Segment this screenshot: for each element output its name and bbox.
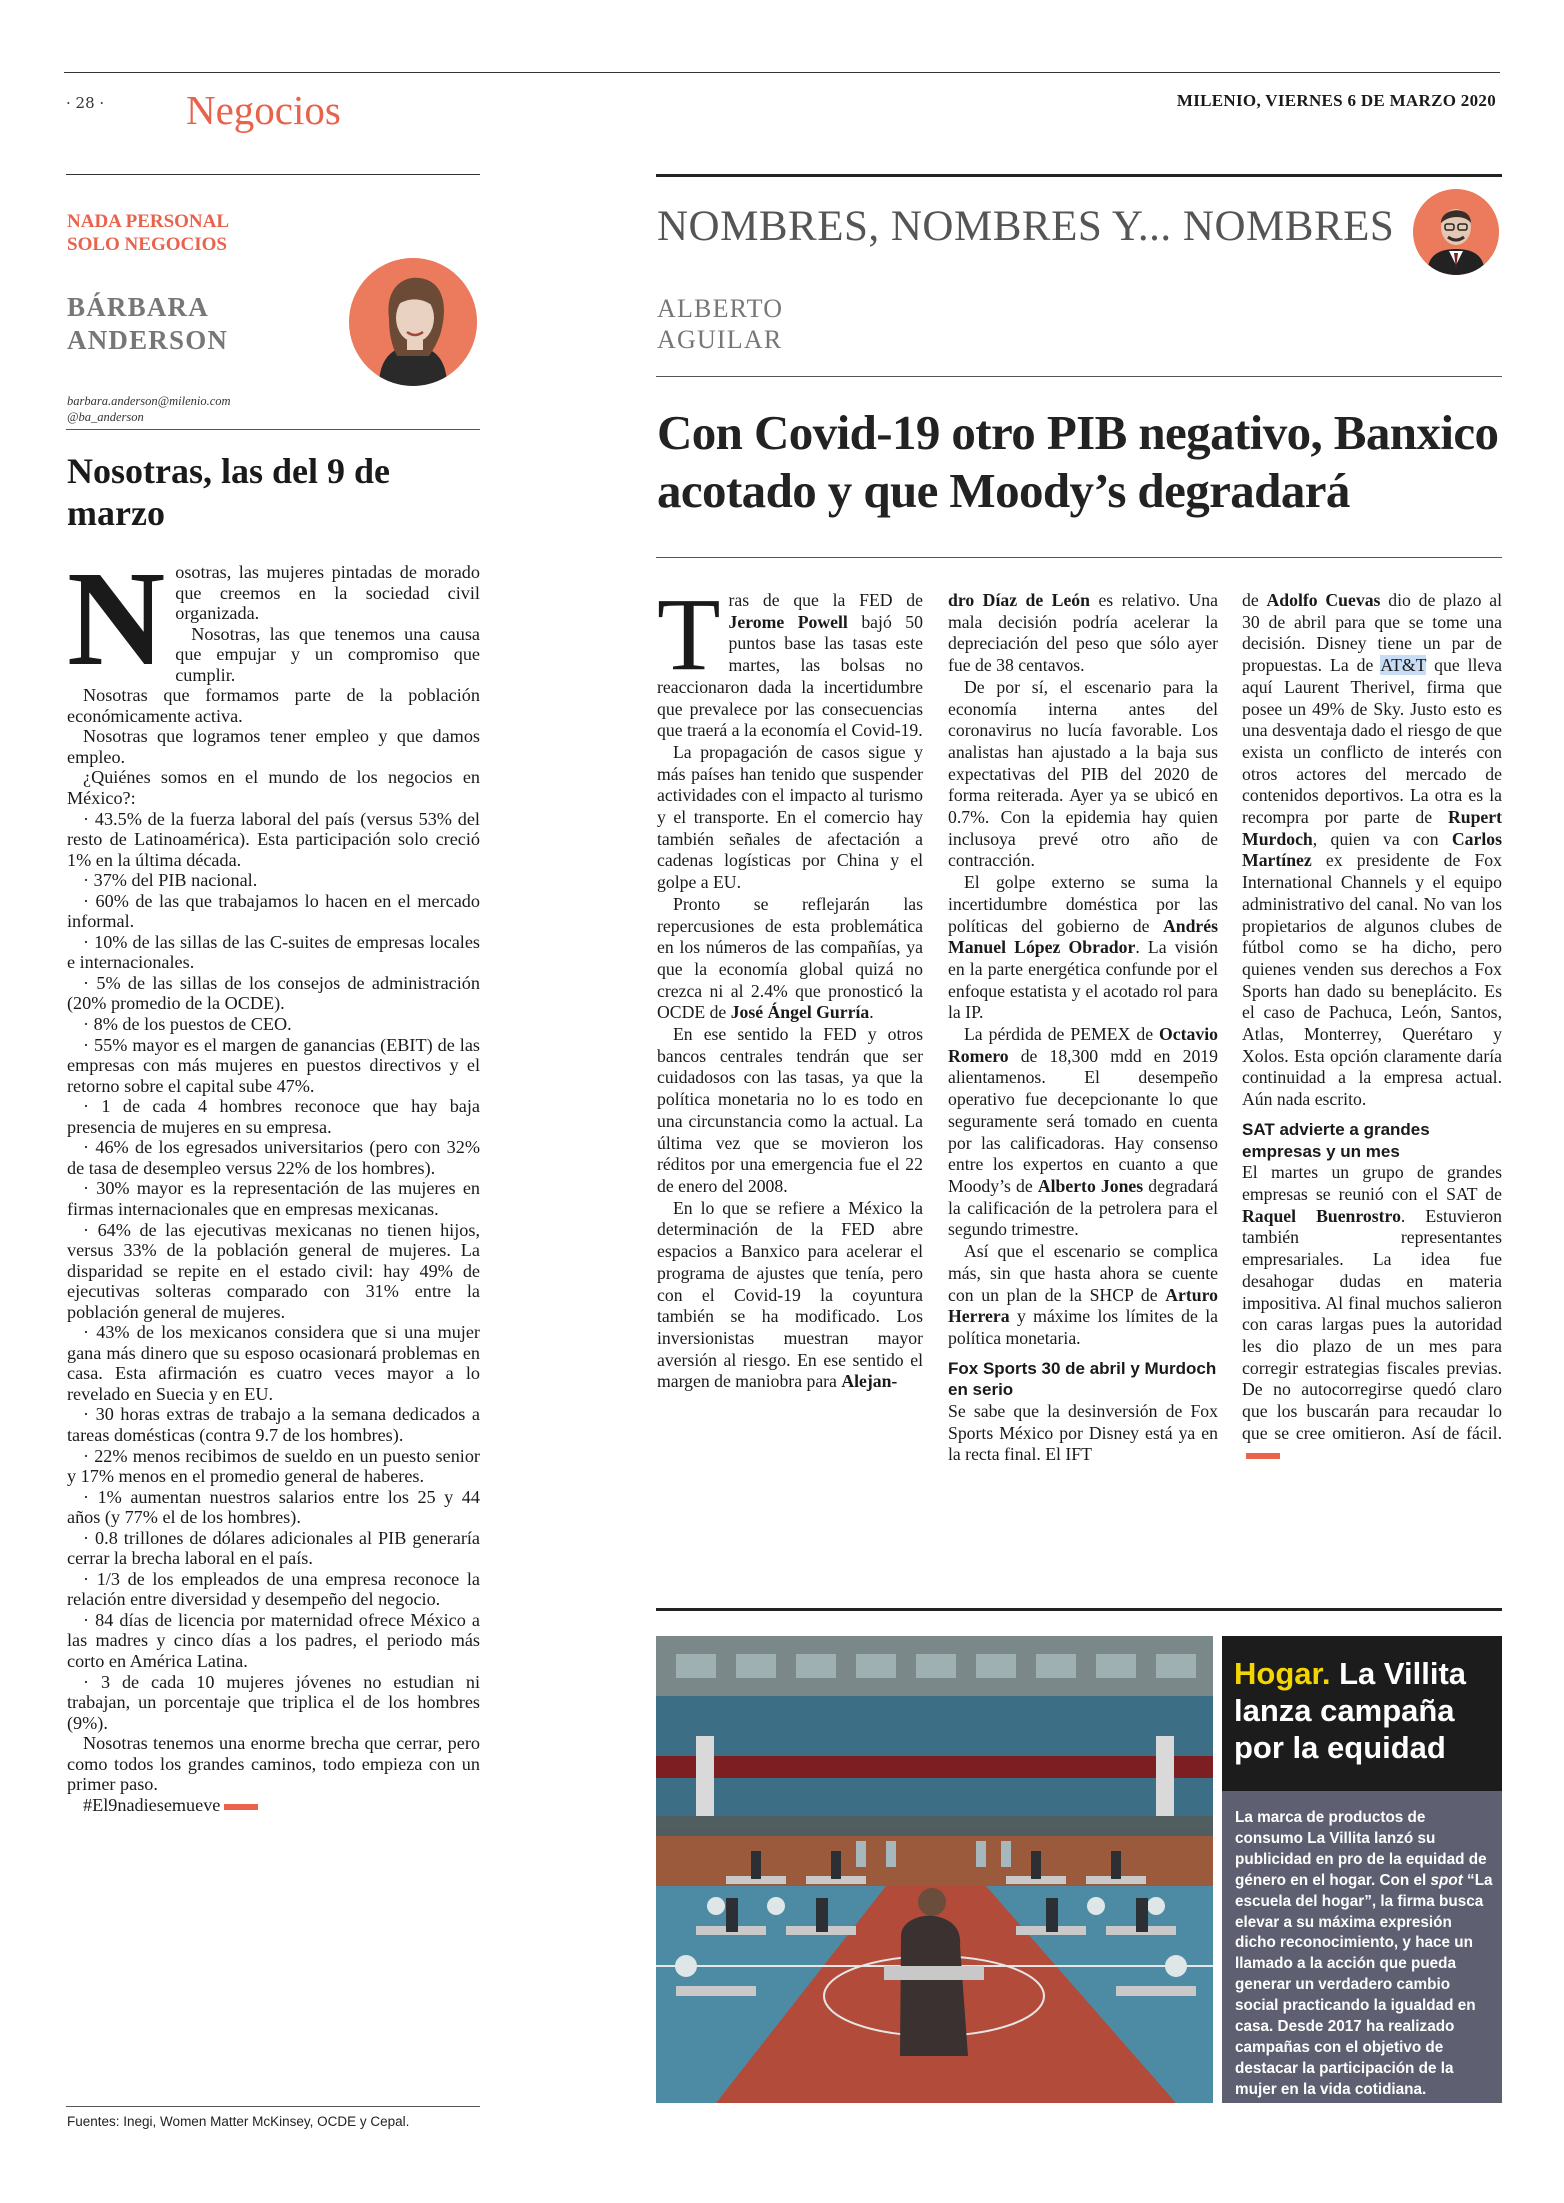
left-column-headline: Nosotras, las del 9 de marzo (67, 451, 390, 533)
body-paragraph: La propagación de casos sigue y más países han tenido que suspender actividades con el impacto al turismo y el transporte. En el comercio hay también señales de afectación a cadenas logísticas por China y el golpe a EU. (657, 741, 923, 893)
person-name: Alejan- (841, 1371, 898, 1392)
article-column-2 (948, 590, 1218, 1466)
section-title: Negocios (186, 87, 341, 133)
person-name: Raquel Buenrostro (1242, 1205, 1401, 1226)
stat-item: · 1% aumentan nuestros salarios entre los 25 y 44 años (y 77% el de los hombres). (67, 1486, 480, 1528)
body-paragraph: Pronto se reflejarán las repercusiones de esta problemática en los números de las compañías, ya que la economía global quizá no crezca ni al 2.4% que pronosticó la OCDE de José Ángel Gurría. (657, 893, 923, 1023)
top-rule (64, 72, 1500, 73)
body-paragraph: Nosotras que formamos parte de la población económicamente activa. (67, 685, 480, 726)
person-name: Andrés Manuel López Obrador (948, 915, 1218, 958)
person-name: Jerome Powell (728, 611, 848, 632)
portrait-illustration-icon (1413, 189, 1499, 275)
stat-item: · 30 horas extras de trabajo a la semana dedicados a tareas domésticas (contra 9.7 de los hombres). (67, 1404, 480, 1445)
stat-item: · 55% mayor es el margen de ganancias (EBIT) de las empresas con más mujeres en puestos directivos y el retorno sobre el capital sube 47%. (67, 1034, 480, 1096)
dropcap: N (67, 544, 166, 694)
author-contacts (67, 393, 231, 425)
body-paragraph: Nosotras tenemos una enorme brecha que cerrar, pero como todos los grandes caminos, todo empieza con un primer paso. (67, 1733, 480, 1795)
end-mark-icon (1246, 1453, 1280, 1459)
photo-credit: ESPECIAL (1235, 2102, 1300, 2118)
right-block-rule (656, 174, 1502, 177)
person-name: Adolfo Cuevas (1266, 590, 1381, 610)
stat-item: · 10% de las sillas de las C-suites de empresas locales e internacionales. (67, 931, 480, 973)
right-author-name (657, 293, 783, 355)
sources-divider (66, 2106, 480, 2107)
body-paragraph: De por sí, el escenario para la economía interna antes del coronavirus no lucía favorable. Los analistas han ajustado a la baja sus expectativas del PIB del 2020 de forma reiterada. Ayer ya se ubicó en 0.7%. Con la epidemia hay quien inclusoya prevé otro año de contracción. (948, 676, 1218, 871)
campaign-photo (656, 1636, 1213, 2103)
kicker-line-2: SOLO NEGOCIOS (67, 234, 227, 255)
photo-section-rule (656, 1608, 1502, 1611)
author-last-name: ANDERSON (67, 325, 229, 355)
person-name: dro Díaz de León (948, 590, 1090, 610)
stat-item: · 3 de cada 10 mujeres jóvenes no estudian ni trabajan, un porcentaje que triplica el de los hombres (9%). (67, 1671, 480, 1733)
left-column-rule (66, 174, 480, 175)
author-first-name: BÁRBARA (67, 292, 209, 322)
stat-item: · 43.5% de la fuerza laboral del país (versus 53% del resto de Latinoamérica). Esta participación solo creció 1% en la última década. (67, 808, 480, 870)
author-portrait-alberto (1413, 189, 1499, 275)
person-name: Octavio Romero (948, 1024, 1218, 1066)
sidebar-title: La Villita lanza campaña por la equidad (1234, 1656, 1467, 1765)
stat-item: · 1 de cada 4 hombres reconoce que hay baja presencia de mujeres en su empresa. (67, 1096, 480, 1137)
stat-item: · 64% de las ejecutivas mexicanas no tienen hijos, versus 33% de la población general de mujeres. La disparidad se repite en el estado civil: hay 49% de ejecutivas solteras comparado con 31% entre la población general de mujeres. (67, 1219, 480, 1322)
column-title: NOMBRES, NOMBRES Y... NOMBRES (657, 203, 1395, 250)
hashtag-line (67, 1795, 480, 1816)
left-author-name (67, 291, 228, 357)
author-last-name: AGUILAR (657, 325, 783, 354)
body-paragraph: La pérdida de PEMEX de Octavio Romero de 18,300 mdd en 2019 alientamenos. El desempeño operativo fue decepcionante lo que seguramente será tomado en cuenta por las calificadoras. Hay consenso entre los expertos en cuanto a que Moody’s de Alberto Jones degradará la calificación de la petrolera para el segundo trimestre. (948, 1024, 1219, 1240)
body-paragraph: Se sabe que la desinversión de Fox Sports México por Disney está ya en la recta final. El IFT (948, 1401, 1218, 1465)
sources-note: Fuentes: Inegi, Women Matter McKinsey, OCDE y Cepal. (67, 2114, 410, 2129)
stat-item: · 30% mayor es la representación de las mujeres en firmas internacionales que en empresas mexicanas. (67, 1178, 480, 1219)
end-mark-icon (224, 1804, 258, 1810)
body-paragraph: de Adolfo Cuevas dio de plazo al 30 de abril para que se tome una decisión. Disney tiene un par de propuestas. La de AT&T que lleva aquí Laurent Therivel, firma que posee un 49% de Sky. Justo esto es una desventaja dado el riesgo de que exista un conflicto de interés con otros actores del mercado de contenidos deportivos. La otra es la recompra por parte de Rupert Murdoch, quien va con Carlos Martínez ex presidente de Fox International Channels y el equipo administrativo del canal. No van los propietarios de algunos clubes de fútbol como se ha dicho, pero quienes venden sus derechos a Fox Sports han dado su beneplácito. Es el caso de Pachuca, León, Santos, Atlas, Monterrey, Querétaro y Xolos. Esta opción claramente daría continuidad a la empresa actual. Aún nada escrito. (1242, 590, 1502, 1110)
body-paragraph: El golpe externo se suma la incertidumbre doméstica por las políticas del gobierno de Andrés Manuel López Obrador. La visión en la parte energética confunde por el enfoque estatista y el acotado rol para la IP. (948, 872, 1218, 1023)
stat-item: · 22% menos recibimos de sueldo en un puesto senior y 17% menos en el promedio general de haberes. (67, 1445, 480, 1487)
body-paragraph: Nosotras, las que tenemos una causa que empujar y un compromiso que cumplir. (175, 623, 480, 685)
stat-item: · 43% de los mexicanos considera que si una mujer gana más dinero que su esposo ocasionará problemas en casa. Esta afirmación es cuatro veces mayor a lo revelado en Suecia y en EU. (67, 1322, 480, 1404)
person-name: Rupert Murdoch (1242, 807, 1502, 849)
person-name: José Ángel Gurría (730, 1002, 870, 1023)
subhead: SAT advierte a grandes empresas y un mes (1242, 1119, 1430, 1161)
body-paragraph: En ese sentido la FED y otros bancos centrales tendrán que ser cuidadosos con las tasas, ya que la política monetaria no lo es todo en una circunstancia como la actual. La última vez que se movieron los réditos por una emergencia fue el 22 de enero del 2008. (657, 1024, 923, 1196)
sidebar-keyword: Hogar. (1234, 1656, 1331, 1691)
author-email[interactable]: barbara.anderson@milenio.com (67, 394, 231, 408)
stat-item: · 46% de los egresados universitarios (pero con 32% de tasa de desempleo versus 22% de los hombres). (67, 1137, 480, 1178)
headline-divider (656, 557, 1502, 558)
stat-item: · 84 días de licencia por maternidad ofrece México a las madres y cinco días a los padres, el periodo más corto en América Latina. (67, 1609, 480, 1671)
author-portrait-barbara (349, 258, 477, 386)
body-paragraph: Nosotras que logramos tener empleo y que damos empleo. (67, 726, 480, 767)
article-column-3 (1242, 590, 1502, 1466)
hashtag[interactable]: #El9nadiesemueve (83, 1794, 221, 1815)
portrait-illustration-icon (349, 258, 477, 386)
right-block-divider (656, 376, 1502, 377)
stat-item: · 37% del PIB nacional. (83, 870, 258, 891)
kicker-line-1: NADA PERSONAL (67, 211, 230, 232)
body-paragraph: En lo que se refiere a México la determinación de la FED abre espacios a Banxico para acelerar el programa de ajustes que tenía, pero con el Covid-19 la coyuntura también se ha modificado. Los inversionistas muestran mayor aversión al riesgo. En ese sentido el margen de maniobra para Alejan- (657, 1197, 923, 1392)
stat-item: · 8% de los puestos de CEO. (83, 1014, 292, 1035)
person-name: Carlos Martínez (1242, 828, 1502, 871)
author-first-name: ALBERTO (657, 294, 784, 323)
body-paragraph: El martes un grupo de grandes empresas se reunió con el SAT de Raquel Buenrostro. Estuvieron también representantes empresariales. La idea fue desahogar dudas en materia impositiva. Al final muchos salieron con caras largas pues la autoridad les dio plazo de un mes para corregir estrategias fiscales previas. De no autocorregirse quedó claro que los buscarán para recaudar lo que se cree omitieron. Así de fácil. (1242, 1162, 1502, 1466)
gym-classroom-photo-icon (656, 1636, 1213, 2103)
person-name: Arturo Herrera (948, 1284, 1218, 1327)
main-headline: Con Covid-19 otro PIB negativo, Banxico acotado y que Moody’s degradará (657, 405, 1499, 518)
column-kicker (67, 210, 229, 256)
stat-item: · 0.8 trillones de dólares adicionales al PIB generaría cerrar la brecha laboral en el país. (67, 1527, 480, 1569)
body-paragraph: ¿Quiénes somos en el mundo de los negocios en México?: (67, 767, 480, 809)
body-paragraph: Tras de que la FED de Jerome Powell bajó 50 puntos base las tasas este martes, las bolsas no reaccionaron dada la incertidumbre que prevalece por las consecuencias que traerá a la economía el Covid-19. (657, 577, 923, 741)
body-paragraph: dro Díaz de León es relativo. Una mala decisión podría acelerar la depreciación del peso que sólo ayer fue de 38 centavos. (948, 590, 1218, 676)
highlighted-text[interactable]: AT&T (1380, 655, 1427, 676)
stat-item: · 5% de las sillas de los consejos de administración (20% promedio de la OCDE). (67, 972, 480, 1014)
article-column-1 (657, 577, 923, 1393)
author-handle[interactable]: @ba_anderson (67, 410, 144, 424)
left-column-divider (66, 429, 480, 430)
subhead: Fox Sports 30 de abril y Murdoch en serio (948, 1358, 1217, 1400)
sidebar-headline (1234, 1655, 1496, 1766)
stat-item: · 60% de las que trabajamos lo hacen en el mercado informal. (67, 890, 480, 932)
stat-item: · 1/3 de los empleados de una empresa reconoce la relación entre diversidad y desempeño del negocio. (67, 1568, 480, 1610)
person-name: Alberto Jones (1037, 1175, 1144, 1196)
page-number: · 28 · (66, 94, 105, 112)
body-paragraph: Nosotras, las mujeres pintadas de morado que creemos en la sociedad civil organizada. (67, 544, 480, 694)
dropcap: T (657, 577, 721, 692)
left-column-body (67, 544, 480, 1815)
sidebar-body: La marca de productos de consumo La Villita lanzó su publicidad en pro de la equidad de género en el hogar. Con el spot “La escuela del hogar”, la firma busca elevar a su máxima expresión dicho reconocimiento, y hace un llamado a la acción que pueda generar un verdadero cambio social practicando la igualdad en casa. Desde 2017 ha realizado campañas con el objetivo de destacar la participación de la mujer en la vida cotidiana. ESPECIAL (1235, 1809, 1493, 2118)
masthead-date: MILENIO, VIERNES 6 DE MARZO 2020 (1176, 91, 1496, 110)
body-paragraph: Así que el escenario se complica más, sin que hasta ahora se cuente con un plan de la SHCP de Arturo Herrera y máxime los límites de la política monetaria. (948, 1241, 1218, 1348)
